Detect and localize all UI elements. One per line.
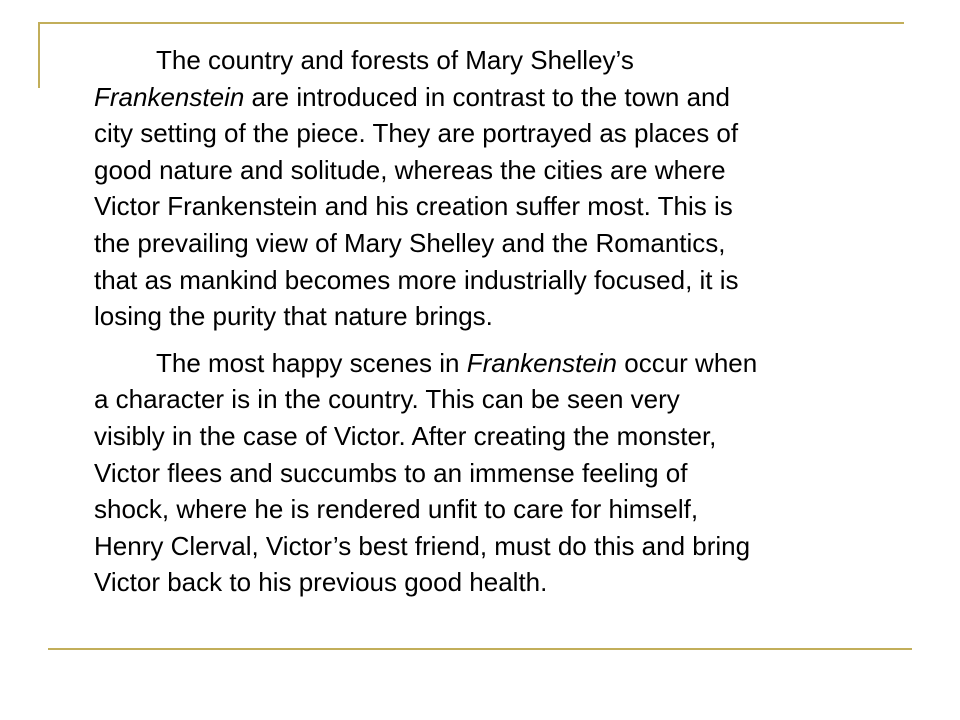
text-line: [94, 298, 914, 335]
text-line: [94, 455, 914, 492]
paragraph-1: [94, 42, 914, 335]
text-line: [94, 42, 914, 79]
text-run: are introduced in contrast to the town and: [244, 81, 730, 112]
text-run: that as mankind becomes more industrially focused, it is: [94, 264, 739, 295]
text-run: The country and forests of Mary Shelley’s: [156, 45, 634, 75]
bottom-rule: [48, 648, 912, 650]
text-line: [94, 79, 914, 116]
text-line: [94, 225, 914, 262]
text-run: the prevailing view of Mary Shelley and the Romantics,: [94, 227, 726, 258]
text-line: [94, 188, 914, 225]
body-text: [94, 42, 914, 611]
text-run: a character is in the country. This can be seen very: [94, 384, 680, 415]
text-run: losing the purity that nature brings.: [94, 301, 493, 332]
text-line: [94, 491, 914, 528]
left-rule: [38, 22, 40, 88]
text-run: city setting of the piece. They are portrayed as places of: [94, 118, 739, 149]
paragraph-2: [94, 345, 914, 601]
top-rule: [38, 22, 904, 24]
text-run: Victor Frankenstein and his creation suffer most. This is: [94, 191, 733, 222]
text-line: [94, 262, 914, 299]
text-run: Henry Clerval, Victor’s best friend, must do this and bring: [94, 530, 751, 561]
text-line: [94, 345, 914, 382]
text-line: [94, 564, 914, 601]
text-line: [94, 418, 914, 455]
text-run: shock, where he is rendered unfit to care for himself,: [94, 494, 699, 525]
text-run: visibly in the case of Victor. After creating the monster,: [94, 420, 717, 451]
text-line: [94, 528, 914, 565]
text-line: [94, 381, 914, 418]
text-run: Victor back to his previous good health.: [94, 567, 548, 598]
text-run: The most happy scenes in: [156, 347, 467, 378]
book-title: Frankenstein: [466, 347, 618, 378]
text-line: [94, 115, 914, 152]
book-title: Frankenstein: [94, 81, 245, 112]
text-run: occur when: [617, 347, 758, 378]
text-run: good nature and solitude, whereas the cities are where: [94, 154, 726, 185]
text-line: [94, 152, 914, 189]
text-run: Victor flees and succumbs to an immense feeling of: [94, 457, 688, 488]
